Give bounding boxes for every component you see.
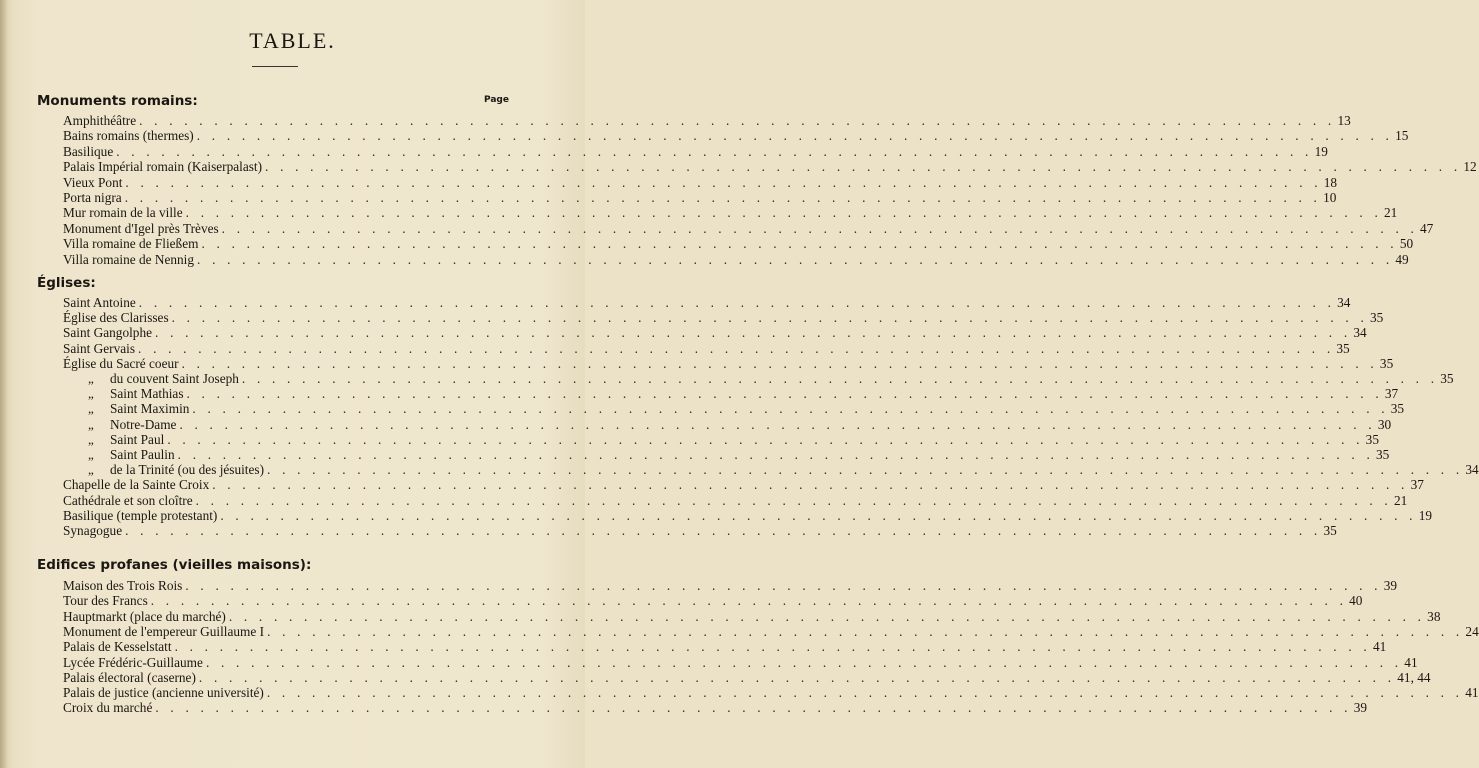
toc-entry <box>63 593 1363 609</box>
dot-leader: . . . . . . . . . . . . . . . . . . . . . . . . . . . . . . . . . . . . . . . . . . . . . . . . . . . . . . . . . . . . . . . . . . . . . . . . . . . . . . . . <box>181 355 1378 371</box>
toc-entry <box>63 340 1350 356</box>
toc-entry-title: Hauptmarkt (place du marché) <box>63 608 226 624</box>
toc-entry-page: 37 <box>1384 386 1399 402</box>
ditto-mark: „ <box>88 462 94 478</box>
toc-entry <box>110 371 1454 386</box>
dot-leader: . . . . . . . . . . . . . . . . . . . . . . . . . . . . . . . . . . . . . . . . . . . . . . . . . . . . . . . . . . . . . . . . . . . . . . . . . . . . . . . . <box>185 578 1382 593</box>
toc-entry <box>63 236 1414 252</box>
dot-leader: . . . . . . . . . . . . . . . . . . . . . . . . . . . . . . . . . . . . . . . . . . . . . . . . . . . . . . . . . . . . . . . . . . . . . . . . . . . . . . . . <box>221 220 1419 236</box>
ditto-mark: „ <box>88 371 94 386</box>
toc-entry <box>110 462 1479 478</box>
dot-leader: . . . . . . . . . . . . . . . . . . . . . . . . . . . . . . . . . . . . . . . . . . . . . . . . . . . . . . . . . . . . . . . . . . . . . . . . . . . . . . . . <box>139 113 1336 128</box>
toc-entry <box>63 654 1418 670</box>
toc-entry-page: 21 <box>1393 492 1408 508</box>
toc-entry-title: Saint Paulin <box>110 447 175 462</box>
dot-leader: . . . . . . . . . . . . . . . . . . . . . . . . . . . . . . . . . . . . . . . . . . . . . . . . . . . . . . . . . . . . . . . . . . . . . . . . . . . . . . . . <box>197 251 1394 267</box>
dot-leader: . . . . . . . . . . . . . . . . . . . . . . . . . . . . . . . . . . . . . . . . . . . . . . . . . . . . . . . . . . . . . . . . . . . . . . . . . . . . . . . . <box>138 295 1336 310</box>
dot-leader: . . . . . . . . . . . . . . . . . . . . . . . . . . . . . . . . . . . . . . . . . . . . . . . . . . . . . . . . . . . . . . . . . . . . . . . . . . . . . . . . <box>125 523 1322 538</box>
dot-leader: . . . . . . . . . . . . . . . . . . . . . . . . . . . . . . . . . . . . . . . . . . . . . . . . . . . . . . . . . . . . . . . . . . . . . . . . . . . . . . . . <box>174 639 1371 655</box>
dot-leader: . . . . . . . . . . . . . . . . . . . . . . . . . . . . . . . . . . . . . . . . . . . . . . . . . . . . . . . . . . . . . . . . . . . . . . . . . . . . . . . . <box>116 143 1313 159</box>
ditto-mark: „ <box>88 386 94 402</box>
toc-entry-title: Palais électoral (caserne) <box>63 669 196 685</box>
dot-leader: . . . . . . . . . . . . . . . . . . . . . . . . . . . . . . . . . . . . . . . . . . . . . . . . . . . . . . . . . . . . . . . . . . . . . . . . . . . . . . . . <box>186 386 1383 402</box>
toc-entry <box>110 447 1390 462</box>
dot-leader: . . . . . . . . . . . . . . . . . . . . . . . . . . . . . . . . . . . . . . . . . . . . . . . . . . . . . . . . . . . . . . . . . . . . . . . . . . . . . . . . <box>201 236 1398 252</box>
toc-entry <box>63 639 1387 655</box>
toc-entry-page: 10 <box>1323 190 1337 205</box>
toc-entry-title: Synagogue <box>63 523 123 538</box>
toc-entry-title: Saint Gangolphe <box>63 325 153 341</box>
toc-entry <box>110 401 1405 417</box>
toc-entry-title: Saint Gervais <box>63 340 136 356</box>
toc-entry-title: Palais de Kesselstatt <box>63 639 172 655</box>
page-column-label: Page <box>484 95 509 105</box>
toc-entry-title: Monument de l'empereur Guillaume I <box>63 623 265 639</box>
toc-entry-page: 21 <box>1384 205 1398 221</box>
toc-entry <box>63 685 1479 701</box>
toc-entry-page: 40 <box>1349 593 1363 609</box>
toc-entry-title: Chapelle de la Sainte Croix <box>63 477 210 493</box>
dot-leader: . . . . . . . . . . . . . . . . . . . . . . . . . . . . . . . . . . . . . . . . . . . . . . . . . . . . . . . . . . . . . . . . . . . . . . . . . . . . . . . . <box>138 340 1335 356</box>
dot-leader: . . . . . . . . . . . . . . . . . . . . . . . . . . . . . . . . . . . . . . . . . . . . . . . . . . . . . . . . . . . . . . . . . . . . . . . . . . . . . . . . <box>155 700 1352 716</box>
toc-entry-title: du couvent Saint Joseph <box>110 371 239 386</box>
toc-entry <box>63 220 1434 236</box>
title-rule <box>252 66 298 67</box>
dot-leader: . . . . . . . . . . . . . . . . . . . . . . . . . . . . . . . . . . . . . . . . . . . . . . . . . . . . . . . . . . . . . . . . . . . . . . . . . . . . . . . . <box>228 608 1426 624</box>
toc-entry <box>63 477 1424 493</box>
toc-entry-page: 35 <box>1440 371 1454 386</box>
toc-entry-title: de la Trinité (ou des jésuites) <box>110 462 265 478</box>
toc-entry-title: Maison des Trois Rois <box>63 578 183 593</box>
toc-entry-page: 35 <box>1336 340 1350 356</box>
toc-entry <box>63 190 1337 205</box>
ditto-mark: „ <box>88 431 94 447</box>
section-heading-eglises: Églises: <box>37 275 96 291</box>
toc-entry <box>63 174 1338 190</box>
toc-entry-title: Lycée Frédéric-Guillaume <box>63 654 203 670</box>
toc-entry-page: 35 <box>1376 447 1390 462</box>
toc-entry <box>110 416 1392 432</box>
dot-leader: . . . . . . . . . . . . . . . . . . . . . . . . . . . . . . . . . . . . . . . . . . . . . . . . . . . . . . . . . . . . . . . . . . . . . . . . . . . . . . . . <box>266 685 1464 701</box>
dot-leader: . . . . . . . . . . . . . . . . . . . . . . . . . . . . . . . . . . . . . . . . . . . . . . . . . . . . . . . . . . . . . . . . . . . . . . . . . . . . . . . . <box>196 128 1394 144</box>
toc-entry-page: 35 <box>1379 355 1394 371</box>
toc-entry-title: Église du Sacré coeur <box>63 355 179 371</box>
toc-entry-page: 19 <box>1418 507 1433 523</box>
toc-entry-page: 24 <box>1465 623 1479 639</box>
toc-entry <box>110 431 1379 447</box>
toc-entry-title: Saint Maximin <box>110 401 190 417</box>
toc-entry-page: 39 <box>1383 578 1397 593</box>
dot-leader: . . . . . . . . . . . . . . . . . . . . . . . . . . . . . . . . . . . . . . . . . . . . . . . . . . . . . . . . . . . . . . . . . . . . . . . . . . . . . . . . <box>192 401 1389 417</box>
toc-entry-title: Croix du marché <box>63 700 153 716</box>
dot-leader: . . . . . . . . . . . . . . . . . . . . . . . . . . . . . . . . . . . . . . . . . . . . . . . . . . . . . . . . . . . . . . . . . . . . . . . . . . . . . . . . <box>265 159 1462 175</box>
toc-entry-page: 34 <box>1465 462 1479 478</box>
toc-entry-page: 41 <box>1372 639 1387 655</box>
toc-entry-page: 39 <box>1353 700 1368 716</box>
toc-entry-page: 35 <box>1323 523 1337 538</box>
toc-entry-title: Saint Antoine <box>63 295 136 310</box>
dot-leader: . . . . . . . . . . . . . . . . . . . . . . . . . . . . . . . . . . . . . . . . . . . . . . . . . . . . . . . . . . . . . . . . . . . . . . . . . . . . . . . . <box>185 205 1382 221</box>
toc-entry <box>63 310 1384 326</box>
toc-entry-page: 38 <box>1427 608 1441 624</box>
toc-entry <box>63 608 1441 624</box>
dot-leader: . . . . . . . . . . . . . . . . . . . . . . . . . . . . . . . . . . . . . . . . . . . . . . . . . . . . . . . . . . . . . . . . . . . . . . . . . . . . . . . . <box>198 669 1396 685</box>
toc-entry-page: 41 <box>1465 685 1479 701</box>
ditto-mark: „ <box>88 401 94 417</box>
dot-leader: . . . . . . . . . . . . . . . . . . . . . . . . . . . . . . . . . . . . . . . . . . . . . . . . . . . . . . . . . . . . . . . . . . . . . . . . . . . . . . . . <box>155 325 1352 341</box>
toc-entry-title: Tour des Francs <box>63 593 148 609</box>
toc-entry-page: 30 <box>1377 416 1392 432</box>
toc-entry-page: 12 <box>1463 159 1477 175</box>
dot-leader: . . . . . . . . . . . . . . . . . . . . . . . . . . . . . . . . . . . . . . . . . . . . . . . . . . . . . . . . . . . . . . . . . . . . . . . . . . . . . . . . <box>179 416 1376 432</box>
toc-entry <box>63 143 1328 159</box>
toc-entry <box>63 578 1397 593</box>
dot-leader: . . . . . . . . . . . . . . . . . . . . . . . . . . . . . . . . . . . . . . . . . . . . . . . . . . . . . . . . . . . . . . . . . . . . . . . . . . . . . . . . <box>124 190 1322 205</box>
dot-leader: . . . . . . . . . . . . . . . . . . . . . . . . . . . . . . . . . . . . . . . . . . . . . . . . . . . . . . . . . . . . . . . . . . . . . . . . . . . . . . . . <box>150 593 1348 609</box>
toc-entry <box>63 295 1351 310</box>
toc-entry-page: 34 <box>1337 295 1351 310</box>
dot-leader: . . . . . . . . . . . . . . . . . . . . . . . . . . . . . . . . . . . . . . . . . . . . . . . . . . . . . . . . . . . . . . . . . . . . . . . . . . . . . . . . <box>171 310 1368 326</box>
section-heading-monuments: Monuments romains: <box>37 93 198 109</box>
toc-entry-page: 15 <box>1395 128 1409 144</box>
dot-leader: . . . . . . . . . . . . . . . . . . . . . . . . . . . . . . . . . . . . . . . . . . . . . . . . . . . . . . . . . . . . . . . . . . . . . . . . . . . . . . . . <box>167 431 1364 447</box>
dot-leader: . . . . . . . . . . . . . . . . . . . . . . . . . . . . . . . . . . . . . . . . . . . . . . . . . . . . . . . . . . . . . . . . . . . . . . . . . . . . . . . . <box>177 447 1374 462</box>
toc-entry-page: 34 <box>1353 325 1367 341</box>
toc-entry-title: Villa romaine de Fließem <box>63 236 199 252</box>
dot-leader: . . . . . . . . . . . . . . . . . . . . . . . . . . . . . . . . . . . . . . . . . . . . . . . . . . . . . . . . . . . . . . . . . . . . . . . . . . . . . . . . <box>212 477 1409 493</box>
dot-leader: . . . . . . . . . . . . . . . . . . . . . . . . . . . . . . . . . . . . . . . . . . . . . . . . . . . . . . . . . . . . . . . . . . . . . . . . . . . . . . . . <box>241 371 1439 386</box>
ditto-mark: „ <box>88 416 94 432</box>
toc-entry-title: Bains romains (thermes) <box>63 128 194 144</box>
toc-entry <box>63 669 1431 685</box>
toc-entry-title: Villa romaine de Nennig <box>63 251 195 267</box>
toc-entry-title: Porta nigra <box>63 190 122 205</box>
dot-leader: . . . . . . . . . . . . . . . . . . . . . . . . . . . . . . . . . . . . . . . . . . . . . . . . . . . . . . . . . . . . . . . . . . . . . . . . . . . . . . . . <box>195 492 1392 508</box>
toc-entry <box>110 386 1399 402</box>
toc-entry-title: Vieux Pont <box>63 174 123 190</box>
toc-entry <box>63 623 1479 639</box>
toc-entry <box>63 700 1368 716</box>
toc-entry-title: Notre-Dame <box>110 416 177 432</box>
toc-entry-title: Église des Clarisses <box>63 310 169 326</box>
toc-entry-page: 35 <box>1390 401 1405 417</box>
toc-entry-page: 13 <box>1337 113 1351 128</box>
toc-entry <box>63 523 1337 538</box>
dot-leader: . . . . . . . . . . . . . . . . . . . . . . . . . . . . . . . . . . . . . . . . . . . . . . . . . . . . . . . . . . . . . . . . . . . . . . . . . . . . . . . . <box>125 174 1322 190</box>
toc-entry-page: 37 <box>1410 477 1424 493</box>
toc-entry-page: 18 <box>1323 174 1338 190</box>
toc-entry <box>63 113 1351 128</box>
dot-leader: . . . . . . . . . . . . . . . . . . . . . . . . . . . . . . . . . . . . . . . . . . . . . . . . . . . . . . . . . . . . . . . . . . . . . . . . . . . . . . . . <box>220 507 1417 523</box>
toc-entry <box>63 251 1409 267</box>
toc-entry-page: 41, 44 <box>1397 669 1431 685</box>
toc-entry-title: Basilique (temple protestant) <box>63 507 218 523</box>
toc-entry-title: Basilique <box>63 143 114 159</box>
toc-entry-title: Palais de justice (ancienne université) <box>63 685 264 701</box>
toc-entry-page: 47 <box>1420 220 1434 236</box>
toc-entry-title: Saint Paul <box>110 431 165 447</box>
toc-entry-title: Cathédrale et son cloître <box>63 492 193 508</box>
toc-entry-page: 35 <box>1365 431 1379 447</box>
toc-entry <box>63 128 1409 144</box>
toc-entry-title: Palais Impérial romain (Kaiserpalast) <box>63 159 263 175</box>
toc-entry-page: 35 <box>1369 310 1384 326</box>
dot-leader: . . . . . . . . . . . . . . . . . . . . . . . . . . . . . . . . . . . . . . . . . . . . . . . . . . . . . . . . . . . . . . . . . . . . . . . . . . . . . . . . <box>267 623 1464 639</box>
section-heading-edifices: Edifices profanes (vieilles maisons): <box>37 557 312 573</box>
page-title: TABLE. <box>249 28 336 53</box>
toc-entry-page: 19 <box>1314 143 1328 159</box>
toc-entry-title: Monument d'Igel près Trèves <box>63 220 219 236</box>
page-edge-shadow <box>0 0 8 768</box>
toc-entry-page: 49 <box>1395 251 1409 267</box>
ditto-mark: „ <box>88 447 94 462</box>
toc-entry <box>63 325 1367 341</box>
toc-entry-title: Amphithéâtre <box>63 113 137 128</box>
toc-entry-title: Saint Mathias <box>110 386 184 402</box>
toc-entry <box>63 355 1394 371</box>
toc-entry-page: 50 <box>1399 236 1414 252</box>
toc-entry <box>63 205 1398 221</box>
toc-entry-page: 41 <box>1404 654 1418 670</box>
toc-entry <box>63 492 1408 508</box>
toc-entry <box>63 507 1433 523</box>
toc-entry <box>63 159 1477 175</box>
dot-leader: . . . . . . . . . . . . . . . . . . . . . . . . . . . . . . . . . . . . . . . . . . . . . . . . . . . . . . . . . . . . . . . . . . . . . . . . . . . . . . . . <box>267 462 1464 478</box>
dot-leader: . . . . . . . . . . . . . . . . . . . . . . . . . . . . . . . . . . . . . . . . . . . . . . . . . . . . . . . . . . . . . . . . . . . . . . . . . . . . . . . . <box>205 654 1403 670</box>
toc-entry-title: Mur romain de la ville <box>63 205 183 221</box>
